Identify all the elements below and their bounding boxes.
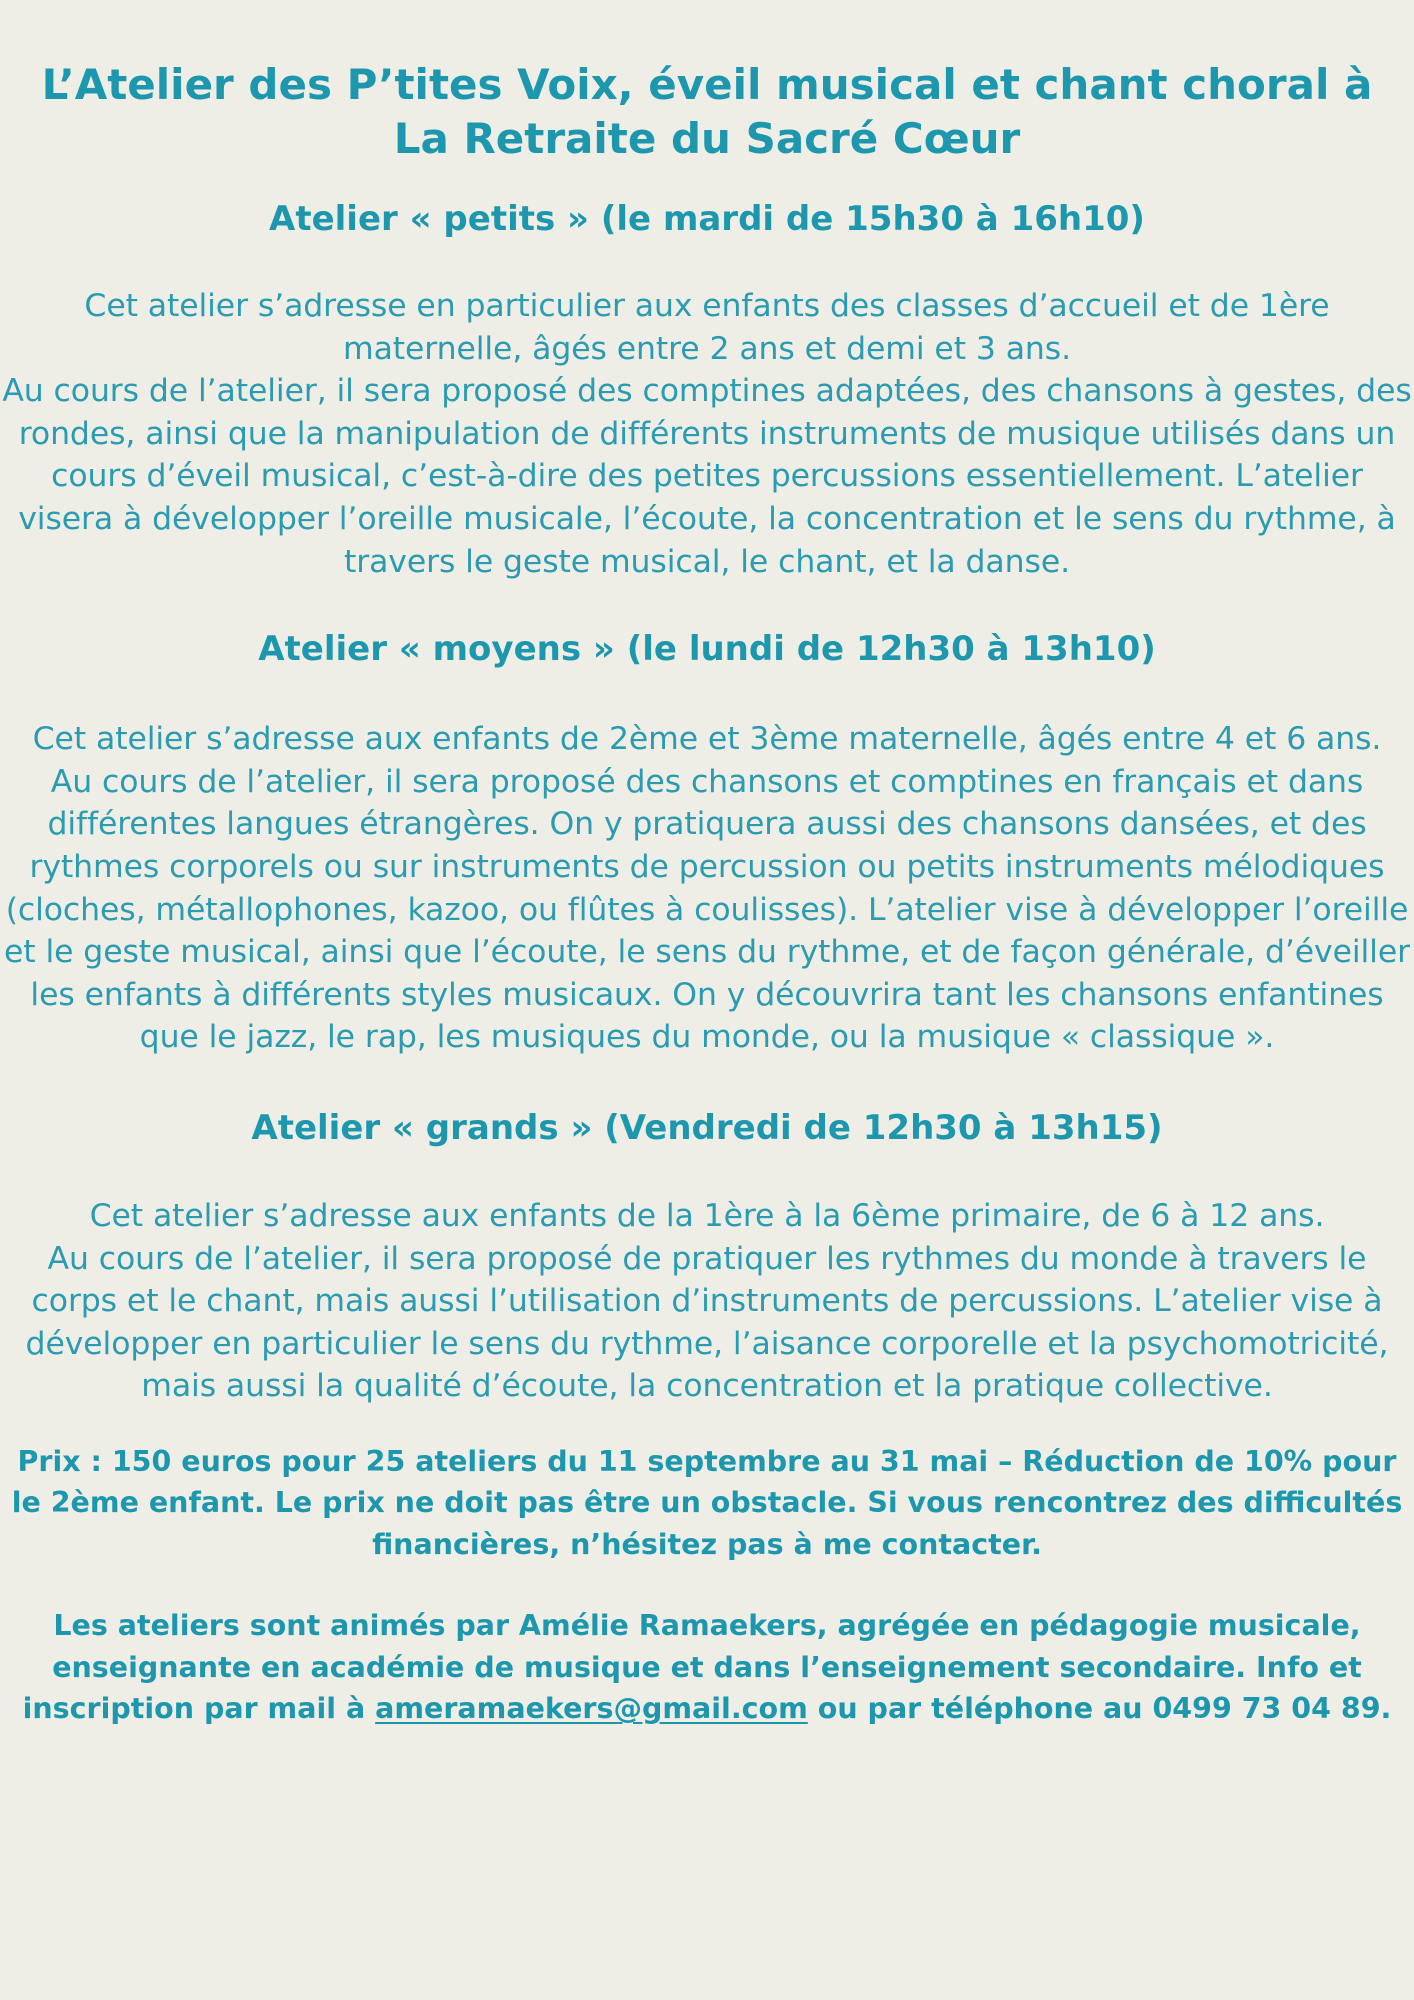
section-heading-moyens: Atelier « moyens » (le lundi de 12h30 à 13h10) — [258, 629, 1156, 670]
paragraph: Cet atelier s’adresse aux enfants de la 1ère à la 6ème primaire, de 6 à 12 ans. — [89, 1197, 1325, 1234]
price-text: Prix : 150 euros pour 25 ateliers du 11 septembre au 31 mai – Réduction de 10% pour le 2ème enfant. Le prix ne doit pas être un obstacle. Si vous rencontrez des difficultés financières, n’hésitez pas à me contacter. — [11, 1444, 1403, 1561]
contact-info — [0, 1605, 1414, 1730]
price-info — [0, 1441, 1414, 1566]
email-link[interactable]: ameramaekers@gmail.com — [375, 1692, 808, 1726]
contact-text-before: Les ateliers sont animés par Amélie Ramaekers, agrégée en pédagogie musicale, enseignante en académie de musique et dans l’enseignement secondaire. Info et inscription par mail à — [22, 1609, 1362, 1726]
section-body-moyens — [0, 718, 1414, 1059]
page-title: L’Atelier des P’tites Voix, éveil musical et chant choral à La Retraite du Sacré Cœur — [41, 60, 1373, 163]
section-heading-petits: Atelier « petits » (le mardi de 15h30 à 16h10) — [269, 199, 1145, 239]
paragraph: Au cours de l’atelier, il sera proposé de pratiquer les rythmes du monde à travers le corps et le chant, mais aussi l’utilisation d’instruments de percussions. L’atelier vise à développer en particulier le sens du rythme, l’aisance corporelle et la psychomotricité, mais aussi la qualité d’écoute, la concentration et la pratique collective. — [25, 1240, 1389, 1405]
paragraph: Au cours de l’atelier, il sera proposé des comptines adaptées, des chansons à gestes, des rondes, ainsi que la manipulation de différents instruments de musique utilisés dans un cours d’éveil musical, c’est-à-dire des petites percussions essentiellement. L’atelier visera à développer l’oreille musicale, l’écoute, la concentration et le sens du rythme, à travers le geste musical, le chant, et la danse. — [2, 373, 1412, 580]
paragraph: Au cours de l’atelier, il sera proposé des chansons et comptines en français et dans différentes langues étrangères. On y pratiquera aussi des chansons dansées, et des rythmes corporels ou sur instruments de percussion ou petits instruments mélodiques (cloches, métallophones, kazoo, ou flûtes à coulisses). L’atelier vise à développer l’oreille et le geste musical, ainsi que l’écoute, le sens du rythme, et de façon générale, d’éveiller les enfants à différents styles musicaux. On y découvrira tant les chansons enfantines que le jazz, le rap, les musiques du monde, ou la musique « classique ». — [4, 763, 1410, 1056]
paragraph: Cet atelier s’adresse en particulier aux enfants des classes d’accueil et de 1ère maternelle, âgés entre 2 ans et demi et 3 ans. — [84, 288, 1330, 367]
contact-paragraph — [0, 1605, 1414, 1730]
section-body-petits — [0, 285, 1414, 583]
paragraph: Cet atelier s’adresse aux enfants de 2ème et 3ème maternelle, âgés entre 4 et 6 ans. — [32, 721, 1382, 758]
section-body-grands — [0, 1195, 1414, 1408]
section-heading-grands: Atelier « grands » (Vendredi de 12h30 à 13h15) — [251, 1107, 1163, 1148]
contact-text-after: ou par téléphone au 0499 73 04 89. — [807, 1692, 1392, 1726]
